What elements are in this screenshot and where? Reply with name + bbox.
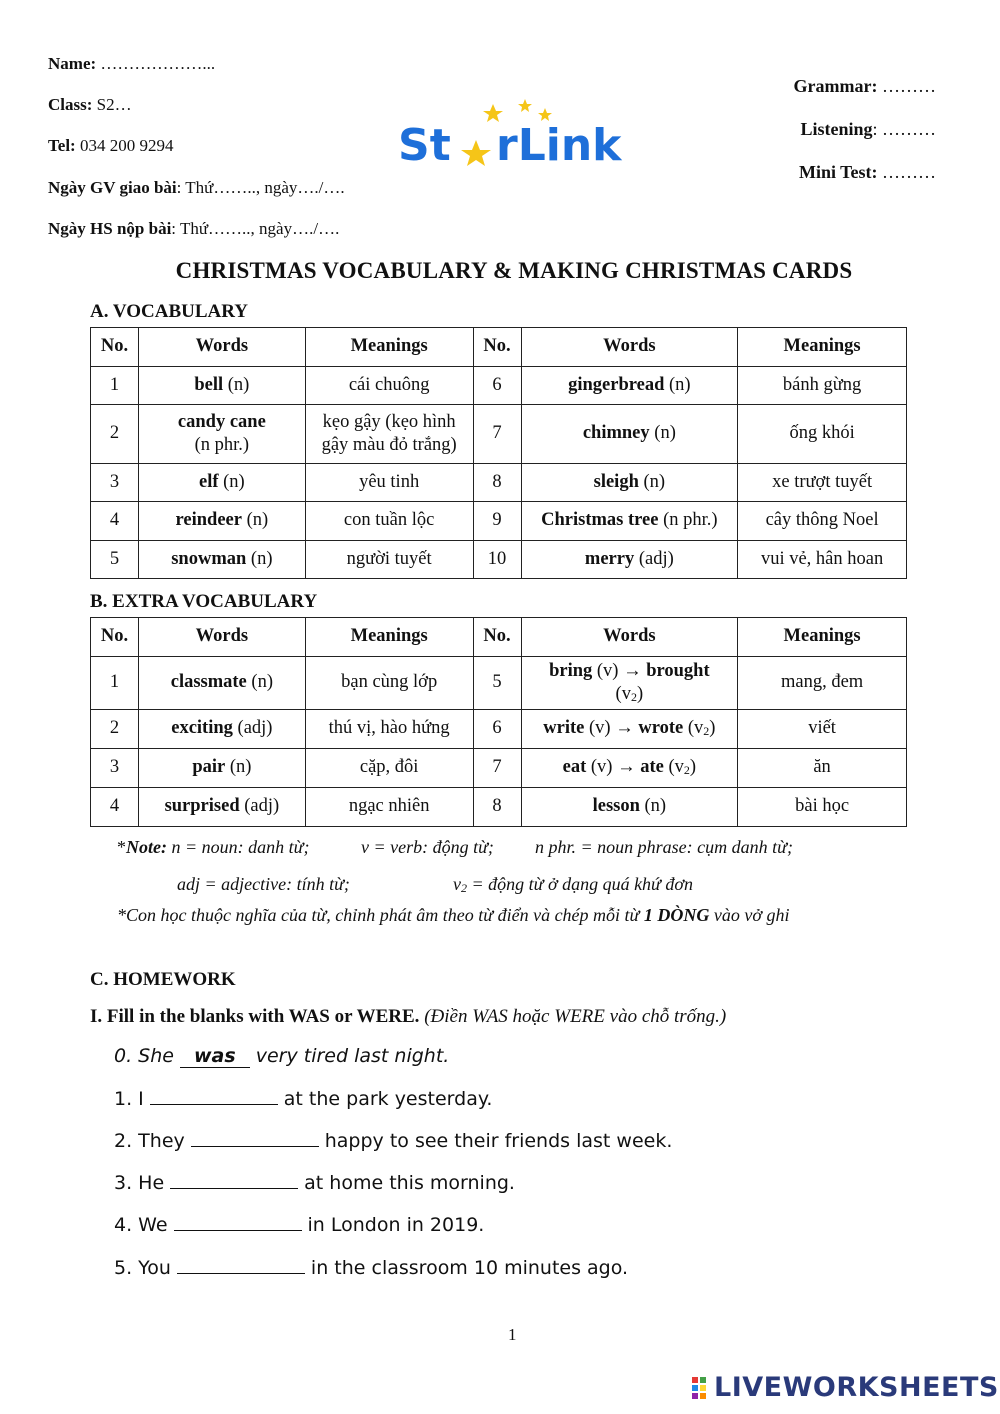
table-row — [91, 464, 907, 502]
word-cell — [138, 657, 305, 710]
word-cell — [521, 541, 738, 579]
col-header: Words — [521, 618, 738, 657]
word: eat — [562, 757, 587, 778]
row-number: 8 — [473, 788, 521, 827]
note-instruction: *Con học thuộc nghĩa của từ, chỉnh phát âm theo từ điển và chép mỗi từ — [117, 905, 644, 925]
answer-blank[interactable] — [174, 1214, 302, 1231]
class-line — [48, 95, 132, 115]
vocab-heading: A. VOCABULARY — [90, 301, 249, 322]
exercise-suffix: at the park yesterday. — [283, 1088, 493, 1110]
tel-value: 034 200 9294 — [75, 136, 174, 155]
col-header: Words — [138, 618, 305, 657]
word-cell — [138, 788, 305, 827]
part-of-speech: (v — [615, 684, 631, 704]
note-adjective: adj = adjective: tính từ; — [177, 874, 350, 894]
exercise-prefix: 1. I — [114, 1088, 144, 1110]
col-header: No. — [91, 328, 139, 367]
answer-blank[interactable] — [150, 1088, 278, 1105]
word-past: ate — [640, 757, 664, 778]
part-of-speech: (n) — [246, 672, 273, 693]
table-row — [91, 541, 907, 579]
answer-blank[interactable] — [177, 1257, 305, 1274]
word-past: brought — [646, 660, 710, 681]
part-of-speech: ) — [689, 757, 697, 778]
row-number: 5 — [473, 657, 521, 710]
row-number: 4 — [91, 502, 139, 541]
class-value: S2… — [92, 95, 132, 114]
note-v2-desc: = động từ ở dạng quá khứ đơn — [467, 874, 693, 894]
homework-instruction — [90, 1006, 726, 1028]
starlink-logo — [398, 96, 648, 176]
exercise-item — [114, 1172, 515, 1194]
part-of-speech: (v) → — [584, 718, 639, 739]
liveworksheets-text: LIVEWORKSHEETS — [714, 1372, 999, 1403]
col-header: Meanings — [738, 328, 907, 367]
part-of-speech: (adj) — [232, 718, 273, 739]
col-header: Words — [138, 328, 305, 367]
extra-vocab-table — [90, 617, 907, 827]
part-of-speech: (n) — [664, 374, 691, 395]
answer-blank[interactable] — [170, 1172, 298, 1189]
meaning-cell: xe trượt tuyết — [738, 464, 907, 502]
listening-label: Listening — [800, 119, 873, 139]
listening-value[interactable]: : ……… — [872, 119, 936, 139]
word: classmate — [170, 672, 247, 693]
page-title: CHRISTMAS VOCABULARY & MAKING CHRISTMAS CARDS — [175, 258, 853, 283]
example-answer: was — [180, 1045, 250, 1068]
word: lesson — [592, 796, 640, 817]
word: surprised — [164, 796, 240, 817]
subscript: 2 — [630, 690, 637, 704]
meaning-cell: cây thông Noel — [738, 502, 907, 541]
meaning-cell: ngạc nhiên — [305, 788, 473, 827]
subscript: 2 — [683, 763, 690, 778]
note-v2: v — [453, 874, 461, 894]
liveworksheets-icon — [692, 1377, 714, 1403]
meaning-cell: bánh gừng — [738, 367, 907, 405]
word-cell — [521, 405, 738, 464]
table-row — [91, 405, 907, 464]
minitest-score — [716, 162, 936, 183]
row-number: 10 — [473, 541, 521, 579]
note-instruction-end: vào vở ghi — [709, 905, 790, 925]
part-of-speech: (v — [663, 757, 684, 778]
col-header: Words — [521, 328, 738, 367]
table-header-row — [91, 328, 907, 367]
minitest-value[interactable]: ……… — [877, 162, 936, 182]
meaning-cell: thú vị, hào hứng — [305, 710, 473, 749]
row-number: 1 — [91, 367, 139, 405]
word-cell — [138, 541, 305, 579]
meaning-cell: con tuần lộc — [305, 502, 473, 541]
exercise-item — [114, 1257, 628, 1279]
row-number: 6 — [473, 367, 521, 405]
row-number: 3 — [91, 749, 139, 788]
page-number: 1 — [508, 1325, 517, 1344]
note-line-3 — [117, 905, 987, 926]
meaning-cell: mang, đem — [738, 657, 907, 710]
note-noun: n = noun: danh từ; — [166, 837, 310, 857]
exercise-item — [114, 1214, 484, 1236]
example-suffix: very tired last night. — [249, 1045, 450, 1067]
row-number: 5 — [91, 541, 139, 579]
exercise-suffix: happy to see their friends last week. — [324, 1130, 673, 1152]
note-line-2 — [177, 874, 977, 895]
row-number: 8 — [473, 464, 521, 502]
liveworksheets-logo — [692, 1372, 999, 1408]
word-cell — [521, 502, 738, 541]
word: reindeer — [175, 510, 242, 531]
part-of-speech: (n) — [241, 510, 269, 531]
word: bring — [549, 660, 593, 681]
word-cell — [521, 367, 738, 405]
answer-blank[interactable] — [191, 1130, 319, 1147]
exercise-prefix: 4. We — [114, 1214, 168, 1236]
row-number: 4 — [91, 788, 139, 827]
exercise-suffix: in London in 2019. — [307, 1214, 485, 1236]
word-past: wrote — [638, 718, 684, 739]
name-label: Name: — [48, 54, 97, 73]
part-of-speech: (n phr.) — [194, 435, 250, 455]
instruction-translation: (Điền WAS hoặc WERE vào chỗ trống.) — [419, 1006, 727, 1027]
name-line — [48, 54, 215, 74]
exercise-item — [114, 1130, 672, 1152]
table-row — [91, 788, 907, 827]
word: snowman — [171, 548, 247, 569]
word-cell — [138, 464, 305, 502]
col-header: Meanings — [305, 618, 473, 657]
assign-date-value[interactable]: : Thứ…….., ngày…./…. — [176, 178, 345, 197]
meaning-cell: cặp, đôi — [305, 749, 473, 788]
col-header: Meanings — [738, 618, 907, 657]
part-of-speech: (v) → — [592, 660, 647, 681]
col-header: No. — [473, 618, 521, 657]
word: bell — [194, 374, 224, 395]
submit-date-value[interactable]: : Thứ…….., ngày…./…. — [171, 219, 340, 238]
subscript: 2 — [703, 724, 710, 739]
word-cell — [521, 710, 738, 749]
note-label: Note: — [126, 837, 167, 857]
word: exciting — [171, 718, 233, 739]
part-of-speech: ) — [636, 684, 644, 704]
note-star: * — [117, 837, 126, 857]
listening-score — [716, 119, 936, 140]
table-row — [91, 749, 907, 788]
note-instruction-emphasis: 1 DÒNG — [643, 905, 710, 925]
part-of-speech: (n) — [246, 548, 273, 569]
table-row — [91, 367, 907, 405]
row-number: 1 — [91, 657, 139, 710]
homework-heading: C. HOMEWORK — [90, 969, 236, 990]
row-number: 7 — [473, 749, 521, 788]
meaning-cell: viết — [738, 710, 907, 749]
assign-date-label: Ngày GV giao bài — [48, 178, 177, 197]
part-of-speech: (n) — [223, 374, 250, 395]
name-value[interactable]: ………………... — [96, 54, 216, 73]
row-number: 7 — [473, 405, 521, 464]
word: chimney — [582, 423, 650, 444]
grammar-value[interactable]: ……… — [877, 76, 936, 96]
word-cell — [138, 710, 305, 749]
extra-vocab-heading: B. EXTRA VOCABULARY — [90, 591, 318, 612]
note-verb: v = verb: động từ; — [361, 837, 494, 857]
row-number: 3 — [91, 464, 139, 502]
meaning-cell: yêu tinh — [305, 464, 473, 502]
example-prefix: 0. She — [114, 1045, 180, 1067]
meaning-cell: ăn — [738, 749, 907, 788]
word: candy cane — [177, 411, 266, 432]
tel-label: Tel: — [48, 136, 76, 155]
word: pair — [192, 757, 226, 778]
part-of-speech: (n) — [649, 423, 676, 444]
part-of-speech: ) — [709, 718, 716, 739]
logo-text-st: St — [398, 120, 451, 171]
word: gingerbread — [568, 374, 665, 395]
exercise-item — [114, 1088, 492, 1110]
col-header: No. — [91, 618, 139, 657]
word-cell — [521, 657, 738, 710]
row-number: 2 — [91, 405, 139, 464]
part-of-speech: (adj) — [634, 548, 674, 569]
meaning-cell: kẹo gậy (kẹo hình gậy màu đỏ trắng) — [305, 405, 473, 464]
part-of-speech: (adj) — [239, 796, 280, 817]
submit-date-line — [48, 219, 339, 239]
row-number: 9 — [473, 502, 521, 541]
word-cell — [138, 749, 305, 788]
word: sleigh — [593, 471, 639, 492]
table-row — [91, 502, 907, 541]
word-cell — [138, 405, 305, 464]
class-label: Class: — [48, 95, 93, 114]
submit-date-label: Ngày HS nộp bài — [48, 219, 172, 238]
meaning-cell: ống khói — [738, 405, 907, 464]
part-of-speech: (n) — [638, 471, 666, 492]
logo-text-rlink: rLink — [496, 120, 622, 171]
grammar-label: Grammar: — [793, 76, 878, 96]
part-of-speech: (v) → — [586, 757, 641, 778]
vocab-table — [90, 327, 907, 579]
meaning-cell: bạn cùng lớp — [305, 657, 473, 710]
meaning-cell: cái chuông — [305, 367, 473, 405]
word: elf — [199, 471, 219, 492]
word-cell — [138, 502, 305, 541]
word-cell — [521, 788, 738, 827]
col-header: No. — [473, 328, 521, 367]
minitest-label: Mini Test: — [798, 162, 878, 182]
grammar-score — [716, 76, 936, 97]
assign-date-line — [48, 178, 345, 198]
part-of-speech: (n) — [639, 796, 667, 817]
col-header: Meanings — [305, 328, 473, 367]
tel-line — [48, 136, 173, 156]
part-of-speech: (n) — [225, 757, 252, 778]
table-header-row — [91, 618, 907, 657]
note-line-1 — [117, 837, 977, 858]
word: merry — [584, 548, 635, 569]
instruction-text: I. Fill in the blanks with WAS or WERE. — [90, 1006, 420, 1027]
row-number: 6 — [473, 710, 521, 749]
exercise-prefix: 3. He — [114, 1172, 165, 1194]
part-of-speech: (v — [683, 718, 704, 739]
row-number: 2 — [91, 710, 139, 749]
example-item — [114, 1045, 449, 1067]
exercise-prefix: 5. You — [114, 1257, 171, 1279]
table-row — [91, 657, 907, 710]
word: Christmas tree — [541, 510, 659, 531]
meaning-cell: bài học — [738, 788, 907, 827]
meaning-cell: vui vẻ, hân hoan — [738, 541, 907, 579]
exercise-suffix: in the classroom 10 minutes ago. — [310, 1257, 629, 1279]
word-cell — [521, 464, 738, 502]
exercise-prefix: 2. They — [114, 1130, 185, 1152]
part-of-speech: (n) — [218, 471, 245, 492]
exercise-suffix: at home this morning. — [304, 1172, 515, 1194]
word: write — [543, 718, 585, 739]
part-of-speech: (n phr.) — [658, 510, 718, 531]
word-cell — [138, 367, 305, 405]
note-noun-phrase: n phr. = noun phrase: cụm danh từ; — [535, 837, 793, 857]
subscript: 2 — [461, 881, 467, 895]
table-row — [91, 710, 907, 749]
meaning-cell: người tuyết — [305, 541, 473, 579]
word-cell — [521, 749, 738, 788]
